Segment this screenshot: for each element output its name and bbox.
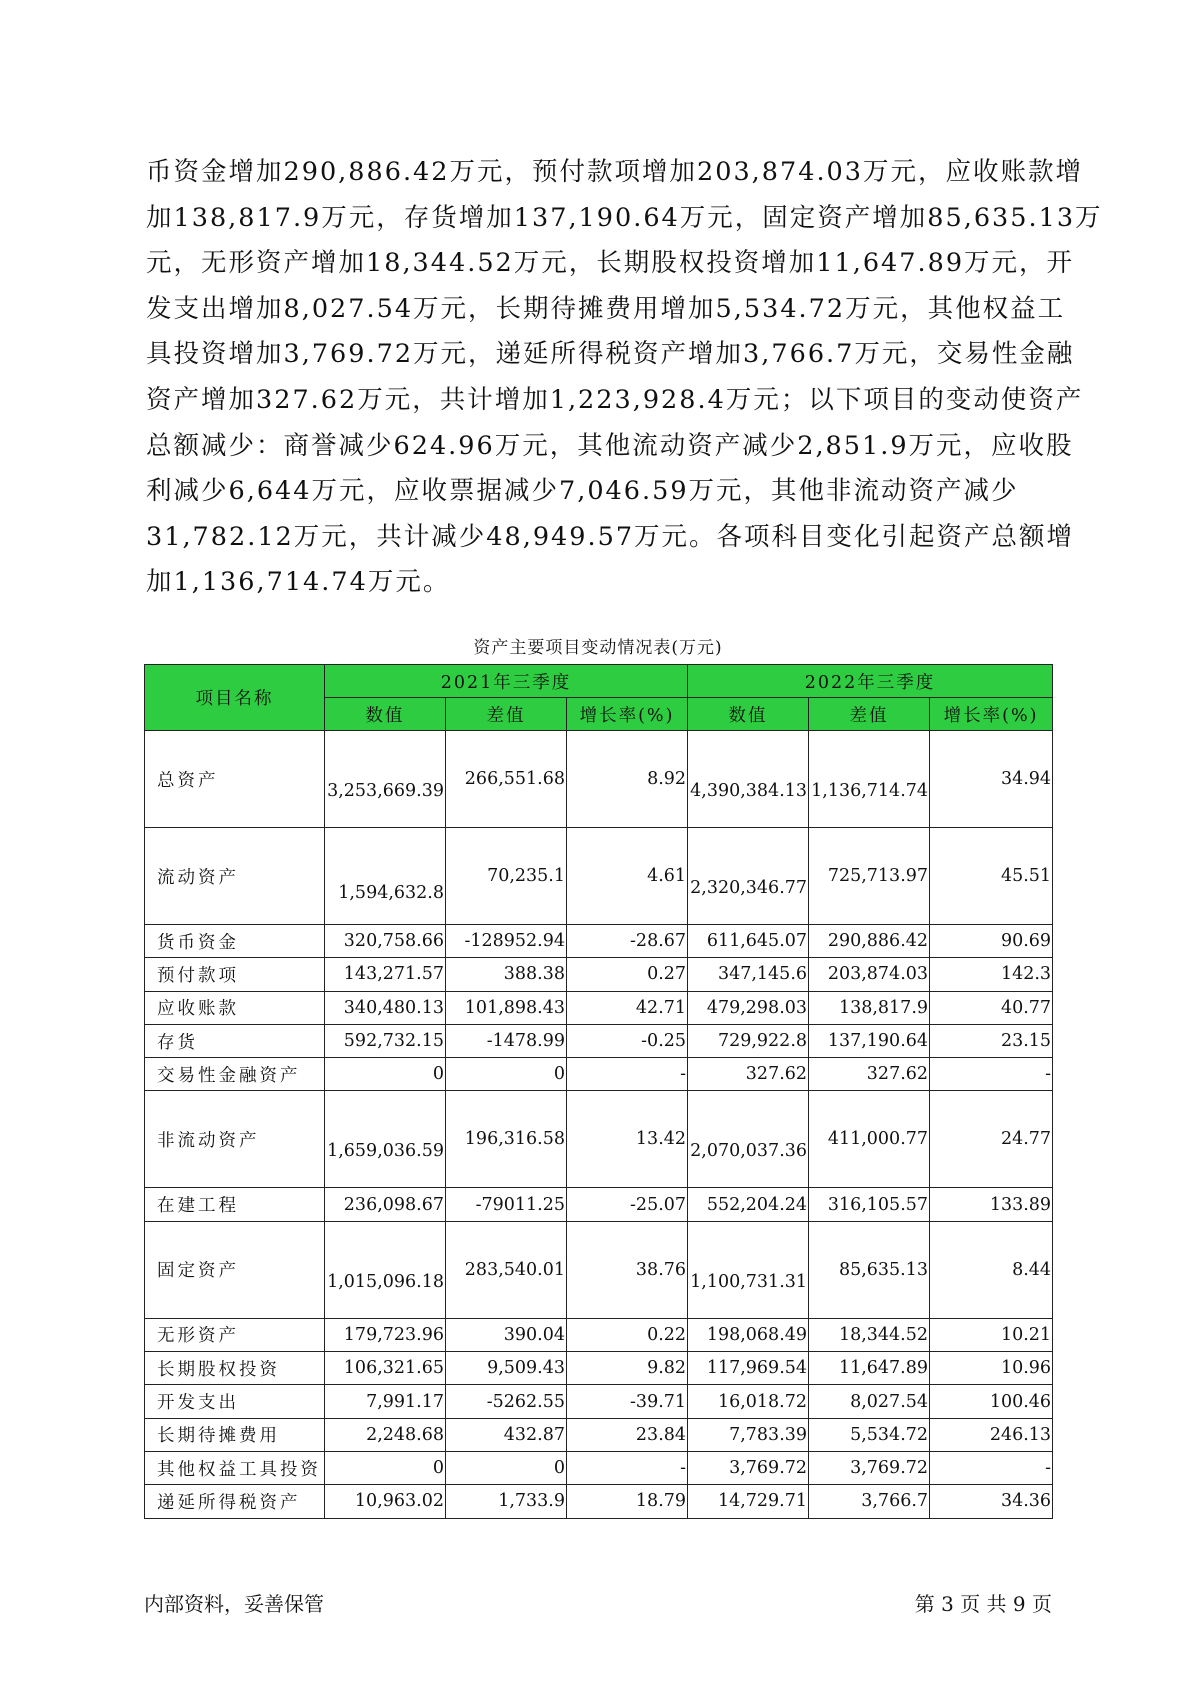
header-period-2021: 2021年三季度 bbox=[325, 665, 688, 698]
paragraph-line: 资产增加327.62万元，共计增加1,223,928.4万元；以下项目的变动使资产 bbox=[146, 384, 1084, 415]
paragraph-line: 具投资增加3,769.72万元，递延所得税资产增加3,766.7万元，交易性金融 bbox=[146, 339, 1075, 370]
cell-growth-2021: 23.84 bbox=[567, 1418, 688, 1451]
cell-growth-2021: - bbox=[567, 1451, 688, 1484]
cell-growth-2022: 100.46 bbox=[930, 1385, 1053, 1418]
table-row bbox=[145, 958, 1053, 991]
cell-diff-2022: 327.62 bbox=[809, 1058, 930, 1091]
cell-growth-2022: - bbox=[930, 1451, 1053, 1484]
cell-diff-2021: 101,898.43 bbox=[446, 991, 567, 1024]
cell-value-2021: 143,271.57 bbox=[325, 958, 446, 991]
row-name: 无形资产 bbox=[145, 1318, 325, 1351]
cell-diff-2021: 388.38 bbox=[446, 958, 567, 991]
cell-diff-2021: 196,316.58 bbox=[446, 1091, 567, 1188]
cell-value-2021: 236,098.67 bbox=[325, 1188, 446, 1221]
row-name: 预付款项 bbox=[145, 958, 325, 991]
cell-growth-2021: 9.82 bbox=[567, 1352, 688, 1385]
row-name: 递延所得税资产 bbox=[145, 1485, 325, 1518]
cell-diff-2021: -79011.25 bbox=[446, 1188, 567, 1221]
cell-value-2022: 117,969.54 bbox=[688, 1352, 809, 1385]
cell-growth-2022: 34.94 bbox=[930, 731, 1053, 828]
table-row bbox=[145, 1352, 1053, 1385]
cell-diff-2021: 390.04 bbox=[446, 1318, 567, 1351]
table-row bbox=[145, 731, 1053, 828]
table-row bbox=[145, 1058, 1053, 1091]
cell-diff-2022: 5,534.72 bbox=[809, 1418, 930, 1451]
table-row bbox=[145, 1091, 1053, 1188]
cell-value-2022: 14,729.71 bbox=[688, 1485, 809, 1518]
cell-value-2022: 479,298.03 bbox=[688, 991, 809, 1024]
cell-diff-2022: 137,190.64 bbox=[809, 1024, 930, 1057]
cell-value-2022: 611,645.07 bbox=[688, 925, 809, 958]
cell-value-2022: 729,922.8 bbox=[688, 1024, 809, 1057]
row-name: 应收账款 bbox=[145, 991, 325, 1024]
row-name: 长期待摊费用 bbox=[145, 1418, 325, 1451]
cell-growth-2022: 10.21 bbox=[930, 1318, 1053, 1351]
cell-growth-2022: 24.77 bbox=[930, 1091, 1053, 1188]
cell-growth-2021: 18.79 bbox=[567, 1485, 688, 1518]
cell-growth-2022: 133.89 bbox=[930, 1188, 1053, 1221]
header-growth-2021: 增长率(%) bbox=[567, 698, 688, 731]
cell-growth-2021: 38.76 bbox=[567, 1221, 688, 1318]
paragraph-line: 加1,136,714.74万元。 bbox=[146, 567, 451, 598]
cell-value-2021: 0 bbox=[325, 1451, 446, 1484]
table-row bbox=[145, 991, 1053, 1024]
cell-diff-2022: 8,027.54 bbox=[809, 1385, 930, 1418]
cell-diff-2021: 1,733.9 bbox=[446, 1485, 567, 1518]
cell-growth-2021: 4.61 bbox=[567, 828, 688, 925]
cell-value-2022: 552,204.24 bbox=[688, 1188, 809, 1221]
cell-growth-2021: -25.07 bbox=[567, 1188, 688, 1221]
cell-growth-2022: 10.96 bbox=[930, 1352, 1053, 1385]
cell-diff-2021: 432.87 bbox=[446, 1418, 567, 1451]
cell-diff-2022: 3,766.7 bbox=[809, 1485, 930, 1518]
paragraph-line: 利减少6,644万元，应收票据减少7,046.59万元，其他非流动资产减少 bbox=[146, 476, 1019, 507]
header-item-name: 项目名称 bbox=[145, 665, 325, 731]
cell-growth-2021: 42.71 bbox=[567, 991, 688, 1024]
body-paragraph bbox=[146, 150, 1103, 606]
cell-diff-2021: 9,509.43 bbox=[446, 1352, 567, 1385]
footer-confidential-note: 内部资料，妥善保管 bbox=[144, 1592, 324, 1616]
cell-value-2022: 198,068.49 bbox=[688, 1318, 809, 1351]
row-name: 其他权益工具投资 bbox=[145, 1451, 325, 1484]
cell-diff-2022: 1,136,714.74 bbox=[809, 731, 930, 828]
table-row bbox=[145, 1418, 1053, 1451]
header-period-2022: 2022年三季度 bbox=[688, 665, 1053, 698]
cell-diff-2022: 138,817.9 bbox=[809, 991, 930, 1024]
cell-diff-2022: 3,769.72 bbox=[809, 1451, 930, 1484]
cell-growth-2022: 8.44 bbox=[930, 1221, 1053, 1318]
cell-growth-2022: 90.69 bbox=[930, 925, 1053, 958]
cell-growth-2022: - bbox=[930, 1058, 1053, 1091]
table-row bbox=[145, 1024, 1053, 1057]
row-name: 固定资产 bbox=[145, 1221, 325, 1318]
cell-value-2022: 2,320,346.77 bbox=[688, 828, 809, 925]
table-row bbox=[145, 925, 1053, 958]
row-name: 非流动资产 bbox=[145, 1091, 325, 1188]
cell-growth-2022: 34.36 bbox=[930, 1485, 1053, 1518]
cell-growth-2021: - bbox=[567, 1058, 688, 1091]
cell-value-2022: 16,018.72 bbox=[688, 1385, 809, 1418]
cell-growth-2022: 40.77 bbox=[930, 991, 1053, 1024]
paragraph-line: 币资金增加290,886.42万元，预付款项增加203,874.03万元，应收账款增 bbox=[146, 157, 1084, 187]
table-row bbox=[145, 1221, 1053, 1318]
cell-diff-2022: 316,105.57 bbox=[809, 1188, 930, 1221]
cell-value-2022: 2,070,037.36 bbox=[688, 1091, 809, 1188]
cell-value-2022: 347,145.6 bbox=[688, 958, 809, 991]
cell-diff-2021: -5262.55 bbox=[446, 1385, 567, 1418]
cell-value-2021: 1,659,036.59 bbox=[325, 1091, 446, 1188]
cell-value-2022: 1,100,731.31 bbox=[688, 1221, 809, 1318]
cell-value-2022: 4,390,384.13 bbox=[688, 731, 809, 828]
cell-value-2021: 7,991.17 bbox=[325, 1385, 446, 1418]
cell-diff-2022: 85,635.13 bbox=[809, 1221, 930, 1318]
paragraph-line: 加138,817.9万元，存货增加137,190.64万元，固定资产增加85,635.13万 bbox=[146, 202, 1103, 233]
paragraph-line: 发支出增加8,027.54万元，长期待摊费用增加5,534.72万元，其他权益工 bbox=[146, 293, 1066, 324]
paragraph-line: 总额减少：商誉减少624.96万元，其他流动资产减少2,851.9万元，应收股 bbox=[146, 430, 1074, 461]
cell-diff-2022: 725,713.97 bbox=[809, 828, 930, 925]
cell-value-2021: 179,723.96 bbox=[325, 1318, 446, 1351]
cell-value-2022: 3,769.72 bbox=[688, 1451, 809, 1484]
header-value-2021: 数值 bbox=[325, 698, 446, 731]
row-name: 货币资金 bbox=[145, 925, 325, 958]
header-diff-2021: 差值 bbox=[446, 698, 567, 731]
cell-value-2021: 1,015,096.18 bbox=[325, 1221, 446, 1318]
cell-value-2021: 340,480.13 bbox=[325, 991, 446, 1024]
cell-diff-2021: -128952.94 bbox=[446, 925, 567, 958]
cell-diff-2021: 70,235.1 bbox=[446, 828, 567, 925]
cell-value-2022: 327.62 bbox=[688, 1058, 809, 1091]
table-caption: 资产主要项目变动情况表(万元) bbox=[473, 638, 723, 658]
cell-growth-2021: 0.27 bbox=[567, 958, 688, 991]
row-name: 存货 bbox=[145, 1024, 325, 1057]
cell-diff-2021: -1478.99 bbox=[446, 1024, 567, 1057]
header-value-2022: 数值 bbox=[688, 698, 809, 731]
cell-diff-2021: 0 bbox=[446, 1451, 567, 1484]
cell-diff-2022: 203,874.03 bbox=[809, 958, 930, 991]
row-name: 开发支出 bbox=[145, 1385, 325, 1418]
paragraph-line: 31,782.12万元，共计减少48,949.57万元。各项科目变化引起资产总额增 bbox=[146, 521, 1075, 552]
row-name: 流动资产 bbox=[145, 828, 325, 925]
table-row bbox=[145, 1188, 1053, 1221]
cell-diff-2021: 0 bbox=[446, 1058, 567, 1091]
cell-growth-2021: -0.25 bbox=[567, 1024, 688, 1057]
cell-diff-2022: 290,886.42 bbox=[809, 925, 930, 958]
table-row bbox=[145, 828, 1053, 925]
row-name: 交易性金融资产 bbox=[145, 1058, 325, 1091]
cell-diff-2021: 266,551.68 bbox=[446, 731, 567, 828]
header-growth-2022: 增长率(%) bbox=[930, 698, 1053, 731]
cell-growth-2021: 0.22 bbox=[567, 1318, 688, 1351]
cell-diff-2022: 11,647.89 bbox=[809, 1352, 930, 1385]
cell-value-2021: 2,248.68 bbox=[325, 1418, 446, 1451]
cell-growth-2022: 45.51 bbox=[930, 828, 1053, 925]
table-row bbox=[145, 1451, 1053, 1484]
cell-growth-2021: 8.92 bbox=[567, 731, 688, 828]
cell-diff-2021: 283,540.01 bbox=[446, 1221, 567, 1318]
cell-value-2021: 10,963.02 bbox=[325, 1485, 446, 1518]
cell-growth-2021: -28.67 bbox=[567, 925, 688, 958]
cell-diff-2022: 18,344.52 bbox=[809, 1318, 930, 1351]
table-row bbox=[145, 1318, 1053, 1351]
row-name: 长期股权投资 bbox=[145, 1352, 325, 1385]
cell-growth-2022: 246.13 bbox=[930, 1418, 1053, 1451]
row-name: 总资产 bbox=[145, 731, 325, 828]
page-number: 第 3 页 共 9 页 bbox=[914, 1592, 1052, 1616]
cell-value-2021: 592,732.15 bbox=[325, 1024, 446, 1057]
cell-value-2021: 106,321.65 bbox=[325, 1352, 446, 1385]
cell-growth-2021: -39.71 bbox=[567, 1385, 688, 1418]
paragraph-line: 元，无形资产增加18,344.52万元，长期股权投资增加11,647.89万元，开 bbox=[146, 248, 1075, 279]
cell-value-2021: 3,253,669.39 bbox=[325, 731, 446, 828]
cell-growth-2021: 13.42 bbox=[567, 1091, 688, 1188]
cell-diff-2022: 411,000.77 bbox=[809, 1091, 930, 1188]
cell-value-2021: 1,594,632.8 bbox=[325, 828, 446, 925]
cell-value-2021: 0 bbox=[325, 1058, 446, 1091]
header-diff-2022: 差值 bbox=[809, 698, 930, 731]
cell-growth-2022: 23.15 bbox=[930, 1024, 1053, 1057]
row-name: 在建工程 bbox=[145, 1188, 325, 1221]
cell-value-2022: 7,783.39 bbox=[688, 1418, 809, 1451]
asset-change-table bbox=[144, 664, 1053, 1519]
table-row bbox=[145, 1385, 1053, 1418]
table-row bbox=[145, 1485, 1053, 1518]
cell-growth-2022: 142.3 bbox=[930, 958, 1053, 991]
cell-value-2021: 320,758.66 bbox=[325, 925, 446, 958]
